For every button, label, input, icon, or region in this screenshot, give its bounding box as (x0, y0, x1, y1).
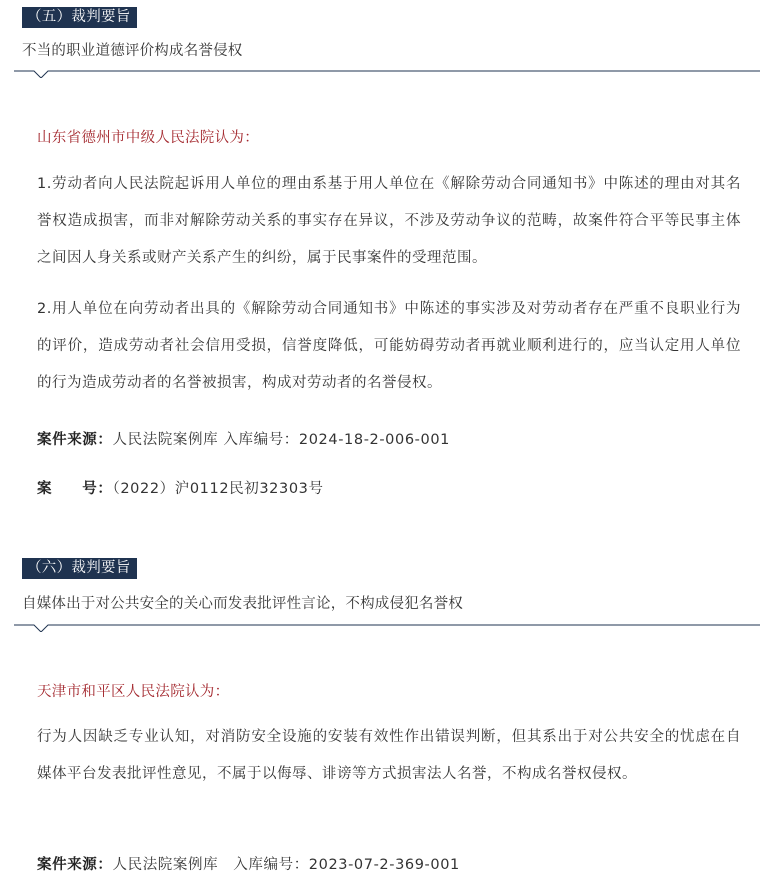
case-number-value: （2022）沪0112民初32303号 (112, 481, 324, 497)
section-subtitle: 不当的职业道德评价构成名誉侵权 (22, 43, 243, 59)
ruling-paragraph-1: 行为人因缺乏专业认知，对消防安全设施的安装有效性作出错误判断，但其系出于对公共安全的忧虑在自媒体平台发表批评性意见，不属于以侮辱、诽谤等方式损害法人名誉，不构成名誉权侵权。 (37, 729, 741, 782)
court-heading: 天津市和平区人民法院认为： (37, 684, 230, 700)
ruling-paragraph-2: 2.用人单位在向劳动者出具的《解除劳动合同通知书》中陈述的事实涉及对劳动者存在严重不良职业行为的评价，造成劳动者社会信用受损，信誉度降低，可能妨碍劳动者再就业顺利进行的，应当认定用人单位的行为造成劳动者的名誉被损害，构成对劳动者的名誉侵权。 (37, 301, 741, 391)
case-source-value: 人民法院案例库 入库编号：2024-18-2-006-001 (112, 432, 450, 448)
case-source-label: 案件来源： (37, 857, 113, 873)
court-heading: 山东省德州市中级人民法院认为： (37, 130, 259, 146)
case-number-label: 案 号： (37, 481, 113, 497)
divider-rule (14, 618, 760, 632)
divider-rule (14, 64, 760, 78)
ruling-paragraph-1: 1.劳动者向人民法院起诉用人单位的理由系基于用人单位在《解除劳动合同通知书》中陈述的理由对其名誉权造成损害，而非对解除劳动关系的事实存在异议，不涉及劳动争议的范畴，故案件符合平等民事主体之间因人身关系或财产关系产生的纠纷，属于民事案件的受理范围。 (37, 176, 741, 266)
case-source-value: 人民法院案例库 入库编号：2023-07-2-369-001 (112, 857, 460, 873)
case-source-label: 案件来源： (37, 432, 113, 448)
case-number (37, 477, 324, 498)
case-source (37, 853, 460, 874)
divider-line (14, 625, 760, 632)
section-tag: （五）裁判要旨 (22, 7, 137, 28)
case-source (37, 428, 450, 449)
divider-line (14, 71, 760, 78)
section-subtitle: 自媒体出于对公共安全的关心而发表批评性言论，不构成侵犯名誉权 (22, 596, 463, 612)
section-tag: （六）裁判要旨 (22, 558, 137, 579)
